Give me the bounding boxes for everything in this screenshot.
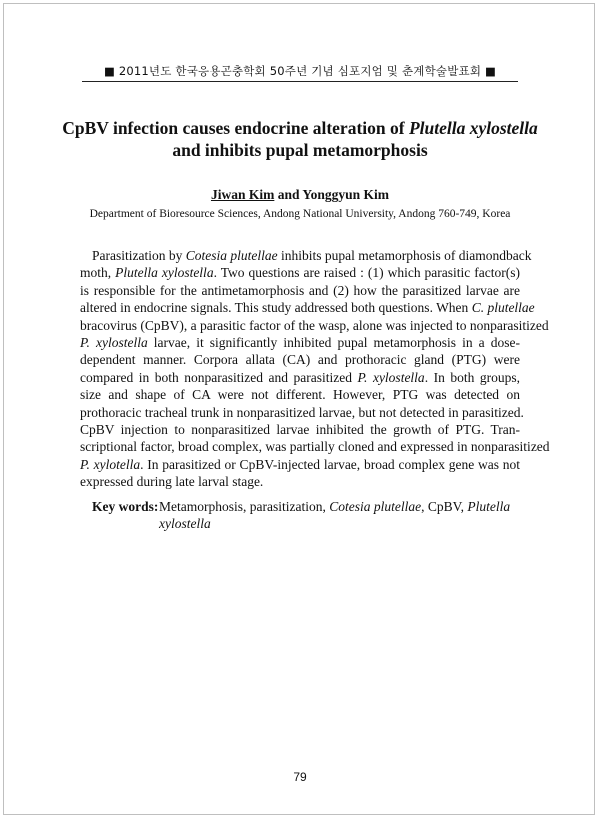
paper-title (0, 117, 600, 161)
keywords-label: Key words: (92, 499, 159, 514)
abstract-body (80, 247, 550, 491)
abstract-line: dependent manner. Corpora allata (CA) and prothoracic gland (PTG) were (80, 352, 520, 368)
title-species: Plutella xylostella (408, 118, 538, 138)
page-number: 79 (293, 770, 307, 784)
abstract-line: prothoracic tracheal trunk in nonparasitized larvae, but not detected in parasitized. (80, 404, 524, 420)
co-author: and Yonggyun Kim (274, 187, 390, 202)
abstract-line: expressed during late larval stage. (80, 474, 264, 490)
text-span: . In parasitized or CpBV-injected larvae, broad complex gene was not (140, 456, 520, 472)
keywords-line (159, 498, 520, 515)
italic-span: P. xylostella (357, 369, 425, 385)
keywords-line (159, 515, 520, 532)
abstract-line (80, 369, 520, 386)
text-span: . Two questions are raised : (1) which parasitic factor(s) (213, 265, 520, 281)
text-span: moth, (80, 265, 116, 281)
header-rule (82, 81, 518, 82)
text-span: Parasitization by (92, 248, 186, 263)
abstract-line (80, 299, 535, 316)
italic-span: Plutella (467, 499, 511, 514)
italic-span: xylostella (159, 516, 211, 532)
text-span: compared in both nonparasitized and parasitized (80, 369, 358, 385)
title-line-1 (0, 117, 600, 139)
text-span: . In both groups, (424, 369, 520, 385)
italic-span: P. xylostella (80, 335, 148, 351)
italic-span: P. xylotella (80, 456, 141, 472)
affiliation: Department of Bioresource Sciences, Andong National University, Andong 760-749, Korea (89, 208, 511, 220)
text-span: altered in endocrine signals. This study addressed both questions. When (80, 300, 472, 316)
author-list (0, 187, 600, 203)
abstract-line: bracovirus (CpBV), a parasitic factor of the wasp, alone was injected to nonparasitized (80, 317, 549, 333)
italic-span: Cotesia plutellae (329, 499, 422, 514)
text-span: inhibits pupal metamorphosis of diamondback (277, 248, 532, 263)
abstract-line (80, 247, 532, 264)
running-header: ■ 2011년도 한국응용곤충학회 50주년 기념 심포지엄 및 춘계학술발표회 ■ (103, 64, 497, 78)
abstract-line (80, 264, 520, 281)
abstract-line (80, 456, 520, 473)
title-line-2: and inhibits pupal metamorphosis (172, 140, 428, 160)
abstract-line: CpBV injection to nonparasitized larvae inhibited the growth of PTG. Tran- (80, 422, 520, 438)
abstract-line: size and shape of CA were not different. However, PTG was detected on (80, 387, 520, 403)
text-span: larvae, it significantly inhibited pupal metamorphosis in a dose- (147, 335, 520, 351)
italic-span: Cotesia plutellae (185, 248, 278, 263)
title-text: CpBV infection causes endocrine alteration of (62, 118, 409, 138)
italic-span: C. plutellae (471, 300, 535, 316)
presenting-author: Jiwan Kim (210, 187, 275, 202)
italic-span: Plutella xylostella (115, 265, 214, 281)
abstract-line: scriptional factor, broad complex, was partially cloned and expressed in nonparasitized (80, 439, 550, 455)
abstract-line: is responsible for the antimetamorphosis and (2) how the parasitized larvae are (80, 282, 520, 298)
keywords-list (159, 498, 520, 533)
text-span: Metamorphosis, parasitization, (159, 499, 330, 514)
abstract-line (80, 334, 520, 351)
text-span: , CpBV, (421, 499, 468, 514)
